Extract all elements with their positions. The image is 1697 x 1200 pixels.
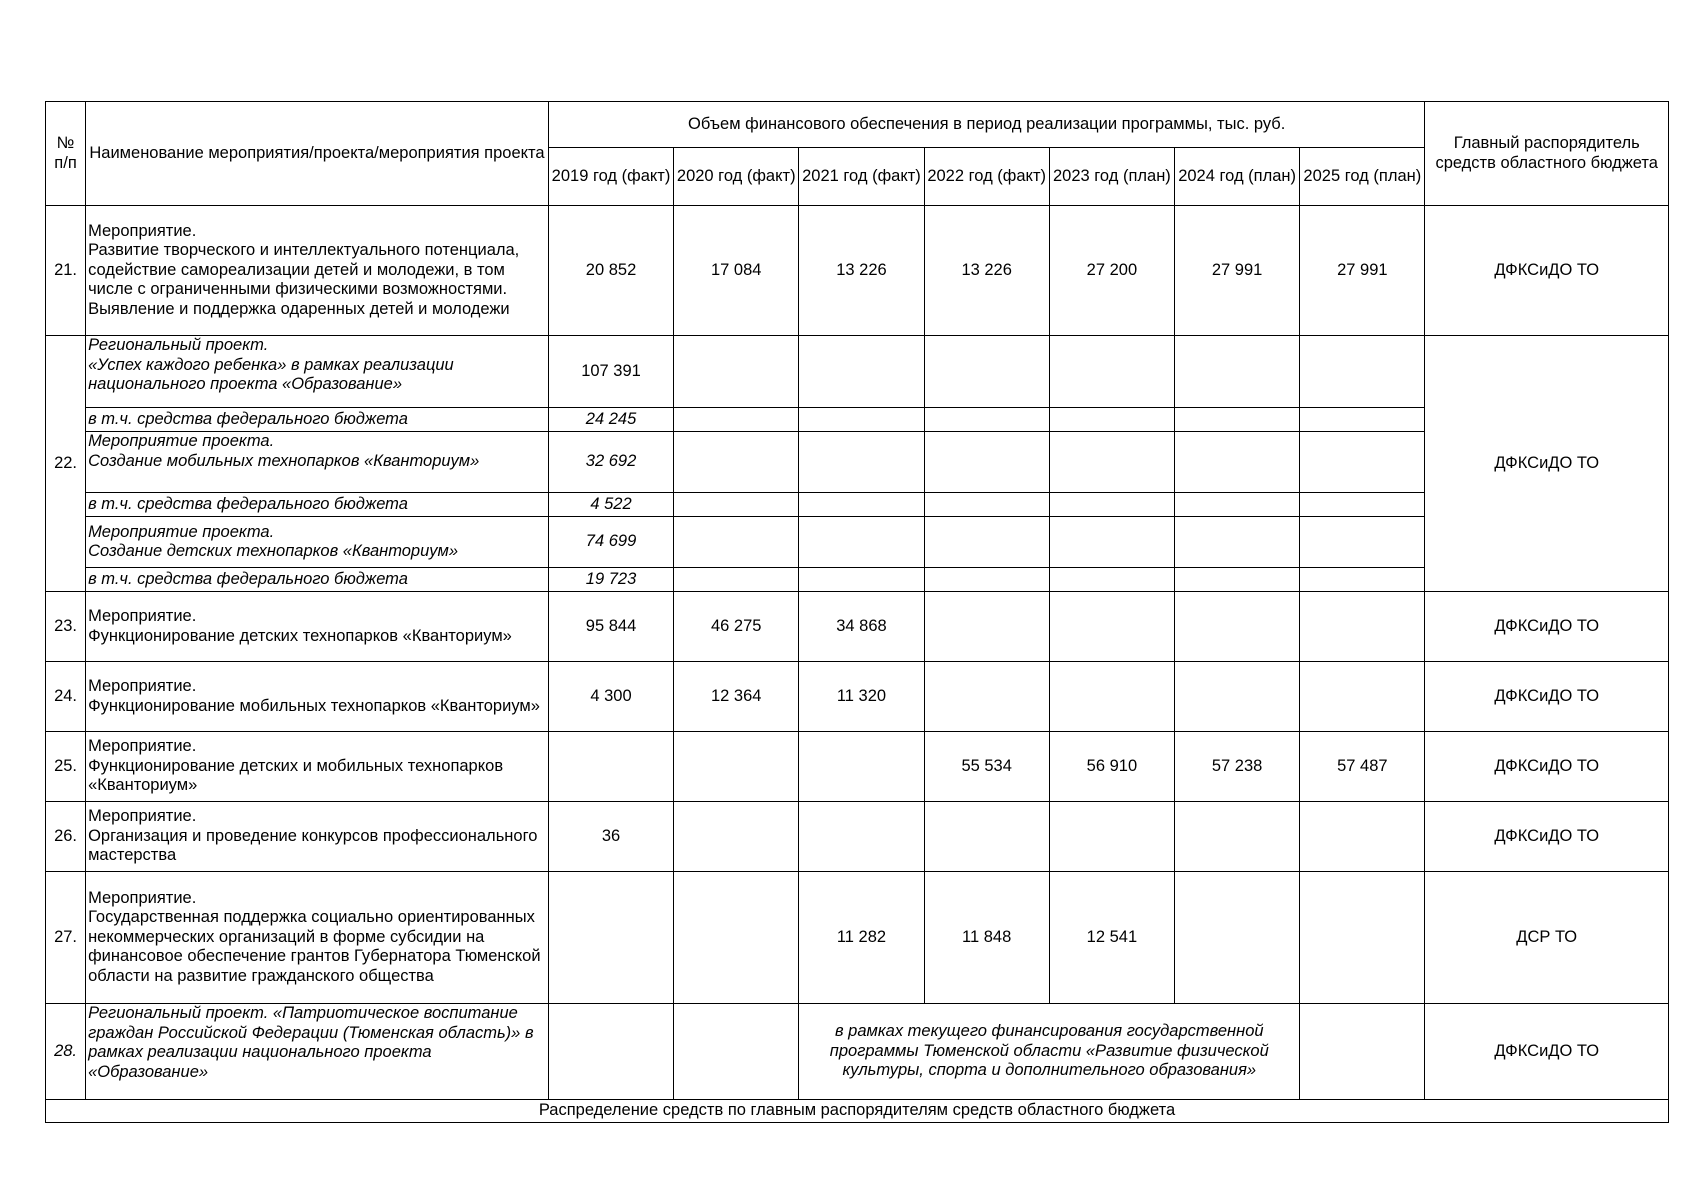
- value-cell: [674, 732, 799, 802]
- table-row: [46, 336, 1669, 408]
- manager-cell: ДФКСиДО ТО: [1425, 1004, 1669, 1100]
- value-cell: [799, 802, 924, 872]
- value-cell: 46 275: [674, 592, 799, 662]
- row-number: 28.: [46, 1004, 86, 1100]
- header-year: 2022 год (факт): [924, 148, 1049, 206]
- value-cell: [924, 802, 1049, 872]
- value-cell: 12 541: [1049, 872, 1174, 1004]
- row-name: Мероприятие. Функционирование детских и мобильных технопарков «Кванториум»: [86, 732, 549, 802]
- row-name: Мероприятие. Государственная поддержка социально ориентированных некоммерческих организаций в форме субсидии на финансовое обеспечение грантов Губернатора Тюменской области на развитие гражданского общества: [86, 872, 549, 1004]
- value-cell: [1300, 802, 1425, 872]
- value-cell: [799, 732, 924, 802]
- value-cell: 4 300: [548, 662, 673, 732]
- value-cell: 12 364: [674, 662, 799, 732]
- value-cell: [1175, 802, 1300, 872]
- row-number: 24.: [46, 662, 86, 732]
- value-cell: [674, 802, 799, 872]
- value-cell: 11 282: [799, 872, 924, 1004]
- header-name: Наименование мероприятия/проекта/мероприятия проекта: [86, 102, 549, 206]
- manager-cell: ДФКСиДО ТО: [1425, 592, 1669, 662]
- financing-table: [45, 101, 1669, 1123]
- row-number: 27.: [46, 872, 86, 1004]
- header-year: 2024 год (план): [1175, 148, 1300, 206]
- value-cell: 13 226: [924, 206, 1049, 336]
- row-name: Региональный проект. «Патриотическое воспитание граждан Российской Федерации (Тюменская область)» в рамках реализации национального проекта «Образование»: [86, 1004, 549, 1100]
- row-number: 26.: [46, 802, 86, 872]
- row-name: в т.ч. средства федерального бюджета: [86, 568, 549, 592]
- header-year: 2019 год (факт): [548, 148, 673, 206]
- value-cell: 27 200: [1049, 206, 1174, 336]
- header-num: № п/п: [46, 102, 86, 206]
- manager-cell: ДФКСиДО ТО: [1425, 206, 1669, 336]
- header-year: 2021 год (факт): [799, 148, 924, 206]
- table-footer: Распределение средств по главным распорядителям средств областного бюджета: [46, 1100, 1669, 1123]
- value-cell: [1300, 662, 1425, 732]
- value-cell: 95 844: [548, 592, 673, 662]
- header-year: 2025 год (план): [1300, 148, 1425, 206]
- value-cell: [1175, 662, 1300, 732]
- row-number: 25.: [46, 732, 86, 802]
- header-volume: Объем финансового обеспечения в период реализации программы, тыс. руб.: [548, 102, 1425, 148]
- table-row: [46, 872, 1669, 1004]
- value-cell: [1175, 592, 1300, 662]
- table-row: [46, 206, 1669, 336]
- row-name: в т.ч. средства федерального бюджета: [86, 493, 549, 517]
- manager-cell: ДФКСиДО ТО: [1425, 732, 1669, 802]
- value-cell: 17 084: [674, 206, 799, 336]
- row-number: 23.: [46, 592, 86, 662]
- row-name: Мероприятие проекта. Создание мобильных технопарков «Кванториум»: [86, 432, 549, 493]
- value-cell: [924, 662, 1049, 732]
- value-cell: 11 320: [799, 662, 924, 732]
- value-cell: 107 391: [548, 336, 673, 408]
- header-year: 2020 год (факт): [674, 148, 799, 206]
- value-cell: [1300, 872, 1425, 1004]
- manager-cell: ДФКСиДО ТО: [1425, 662, 1669, 732]
- row-name: Мероприятие. Функционирование мобильных технопарков «Кванториум»: [86, 662, 549, 732]
- table-row: [46, 1004, 1669, 1100]
- manager-cell: ДФКСиДО ТО: [1425, 336, 1669, 592]
- merged-note: в рамках текущего финансирования государственной программы Тюменской области «Развитие физической культуры, спорта и дополнительного образования»: [799, 1004, 1300, 1100]
- value-cell: 32 692: [548, 432, 673, 493]
- row-name: Мероприятие. Развитие творческого и интеллектуального потенциала, содействие самореализации детей и молодежи, в том числе с ограниченными физическими возможностями. Выявление и поддержка одаренных детей и молодежи: [86, 206, 549, 336]
- manager-cell: ДСР ТО: [1425, 872, 1669, 1004]
- value-cell: 27 991: [1175, 206, 1300, 336]
- value-cell: 13 226: [799, 206, 924, 336]
- value-cell: 24 245: [548, 408, 673, 432]
- value-cell: [548, 872, 673, 1004]
- table-row: [46, 732, 1669, 802]
- row-name: Мероприятие. Организация и проведение конкурсов профессионального мастерства: [86, 802, 549, 872]
- row-name: Мероприятие проекта. Создание детских технопарков «Кванториум»: [86, 517, 549, 568]
- row-name: в т.ч. средства федерального бюджета: [86, 408, 549, 432]
- table-row: [46, 592, 1669, 662]
- value-cell: [1300, 592, 1425, 662]
- table-row: [46, 662, 1669, 732]
- value-cell: 56 910: [1049, 732, 1174, 802]
- value-cell: 20 852: [548, 206, 673, 336]
- row-number: 22.: [46, 336, 86, 592]
- value-cell: [548, 732, 673, 802]
- value-cell: 57 238: [1175, 732, 1300, 802]
- value-cell: 4 522: [548, 493, 673, 517]
- value-cell: 34 868: [799, 592, 924, 662]
- header-manager: Главный распорядитель средств областного бюджета: [1425, 102, 1669, 206]
- row-name: Мероприятие. Функционирование детских технопарков «Кванториум»: [86, 592, 549, 662]
- row-number: 21.: [46, 206, 86, 336]
- value-cell: [924, 592, 1049, 662]
- manager-cell: ДФКСиДО ТО: [1425, 802, 1669, 872]
- value-cell: [674, 872, 799, 1004]
- value-cell: [1049, 802, 1174, 872]
- value-cell: [1175, 872, 1300, 1004]
- value-cell: 36: [548, 802, 673, 872]
- row-name: Региональный проект. «Успех каждого ребенка» в рамках реализации национального проекта «Образование»: [86, 336, 549, 408]
- header-year: 2023 год (план): [1049, 148, 1174, 206]
- value-cell: 11 848: [924, 872, 1049, 1004]
- value-cell: [1049, 592, 1174, 662]
- value-cell: 27 991: [1300, 206, 1425, 336]
- value-cell: 74 699: [548, 517, 673, 568]
- value-cell: 55 534: [924, 732, 1049, 802]
- table-row: [46, 802, 1669, 872]
- value-cell: 57 487: [1300, 732, 1425, 802]
- value-cell: 19 723: [548, 568, 673, 592]
- value-cell: [1049, 662, 1174, 732]
